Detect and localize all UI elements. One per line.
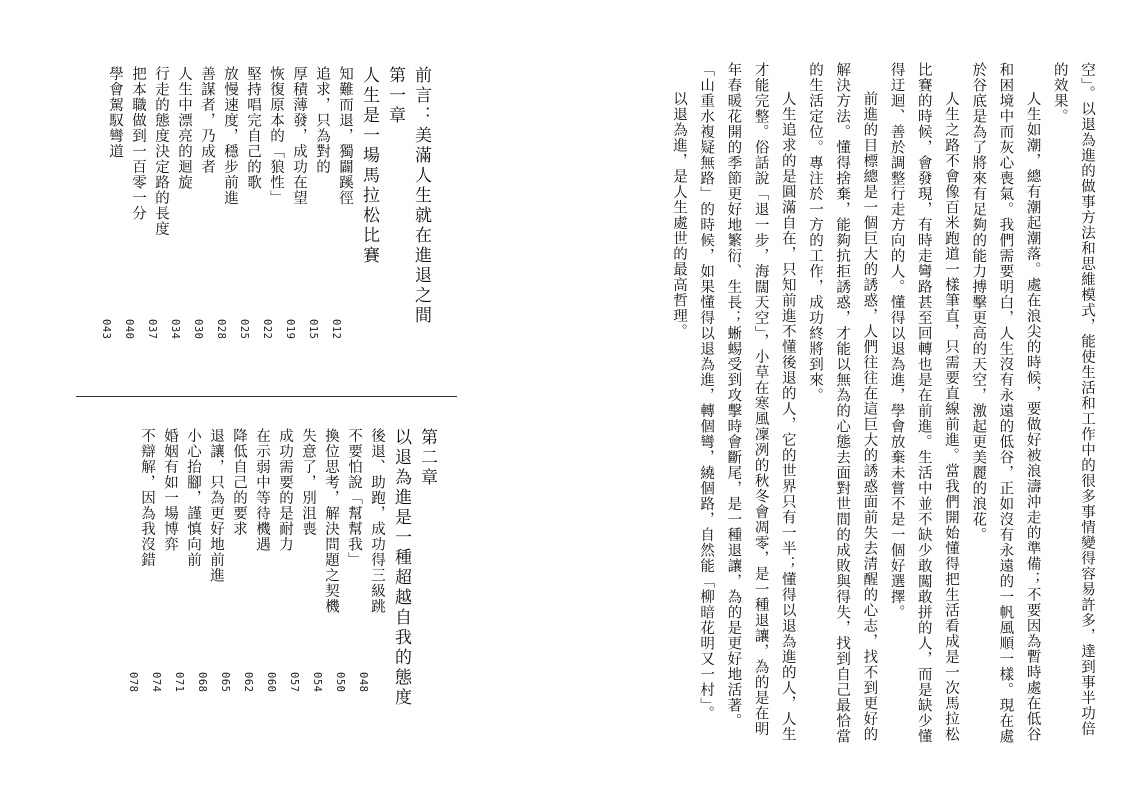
paragraph: 人生如潮，總有潮起潮落。處在浪尖的時候，要做好被浪濤沖走的準備；不要因為暫時處在低谷和困境中而灰心喪氣。我們需要明白，人生沒有永遠的低谷，正如沒有永遠的一帆風順一樣。現在處於谷底是為了將來有足夠的能力搏擊更高的天空，激起更美麗的浪花。 [970,62,1041,744]
page-number: 015 [307,319,319,340]
page-number: 078 [127,672,139,693]
preface-heading: 前言：美滿人生就在進退之間 [411,66,431,326]
chapter-label: 第二章 [417,428,437,488]
toc-entry: 行走的態度決定路的長度 [153,66,169,237]
toc-entry: 降低自己的要求 [231,428,247,537]
chapter-title: 以退為進是一種超越自我的態度 [391,428,411,708]
page-number: 043 [100,319,112,340]
toc-entry: 換位思考，解決問題之契機 [323,428,339,614]
page-number: 071 [173,672,185,693]
toc-entry: 退讓，只為更好地前進 [208,428,224,583]
toc-entry: 追求，只為對的 [314,66,330,175]
toc-entry: 把本職做到一百零一分 [130,66,146,221]
paragraph: 空」。以退為進的做事方法和思維模式，能使生活和工作中的很多事情變得容易許多，達到事半功倍的效果。 [1051,62,1095,737]
page-number: 019 [284,319,296,340]
toc-entry: 小心抬腳，謹慎向前 [185,428,201,568]
page-number: 028 [215,319,227,340]
toc-entry: 恢復原本的「狼性」 [268,66,284,206]
toc-entry: 婚姻有如一場博弈 [162,428,178,552]
toc-entry: 放慢速度，穩步前進 [222,66,238,206]
page-number: 040 [123,319,135,340]
toc-entry: 厚積薄發，成功在望 [291,66,307,206]
page-number: 060 [265,672,277,693]
page-number: 054 [311,672,323,693]
chapter-label: 第一章 [385,66,405,126]
page-numbers-1 [87,319,347,359]
body-text [660,62,1100,752]
page-number: 012 [330,319,342,340]
toc-entry: 學會駕馭彎道 [107,66,123,159]
paragraph: 人生之路不會像百米跑道一樣筆直，只需要直線前進。當我們開始懂得把生活看成是一次馬拉松比賽的時候，會發現，有時走彎路甚至回轉也是在前進。生活中並不缺少敢闖敢拼的人，而是缺少懂得迂迴、善於調整行走方向的人。懂得以退為進，學會放棄未嘗不是一個好選擇。 [888,62,959,744]
toc-entry: 不要怕說「幫幫我」 [346,428,362,568]
page-number: 068 [196,672,208,693]
page-number: 062 [242,672,254,693]
page-number: 057 [288,672,300,693]
page-number: 050 [334,672,346,693]
page-number: 074 [150,672,162,693]
toc-entry: 在示弱中等待機遇 [254,428,270,552]
page-number: 022 [261,319,273,340]
toc-entry: 知難而退，獨闢蹊徑 [337,66,353,206]
page-number: 065 [219,672,231,693]
toc-entry: 堅持唱完自己的歌 [245,66,261,190]
toc-entry: 善謀者，乃成者 [199,66,215,175]
paragraph: 人生追求的是圓滿自在，只知前進不懂後退的人，它的世界只有一半；懂得以退為進的人，人生才能完整。俗話說「退一步，海闊天空」，小草在寒風凜冽的秋冬會凋零，是一種退讓，為的是在明年春暖花開的季節更好地繁衍、生長；蜥蜴受到攻擊時會斷尾，是一種退讓，為的是更好地活著。「山重水複疑無路」的時候，如果懂得以退為進，轉個彎，繞個路，自然能「柳暗花明又一村」。 [698,62,796,742]
page-number: 048 [357,672,369,693]
page-number: 025 [238,319,250,340]
page-number: 037 [146,319,158,340]
page-number: 030 [192,319,204,340]
divider-line [76,396,457,397]
paragraph: 以退為進，是人生處世的最高哲理。 [670,91,687,339]
toc-entry: 人生中漂亮的迴旋 [176,66,192,190]
toc-entry: 後退、助跑，成功得三級跳 [369,428,385,614]
page-numbers-2 [104,672,374,712]
toc-entry: 不辯解，因為我沒錯 [139,428,155,568]
page-number: 034 [169,319,181,340]
toc-entry: 失意了，別沮喪 [300,428,316,537]
paragraph: 前進的目標總是一個巨大的誘惑，人們往往在這巨大的誘惑面前失去清醒的心志，找不到更好的解決方法。懂得捨棄，能夠抗拒誘惑，才能以無為的心態去面對世間的成敗與得失，找到自己最恰當的生活定位。專注於一方的工作，成功終將到來。 [806,62,878,744]
toc-entry: 成功需要的是耐力 [277,428,293,552]
chapter-title: 人生是一場馬拉松比賽 [359,66,379,266]
